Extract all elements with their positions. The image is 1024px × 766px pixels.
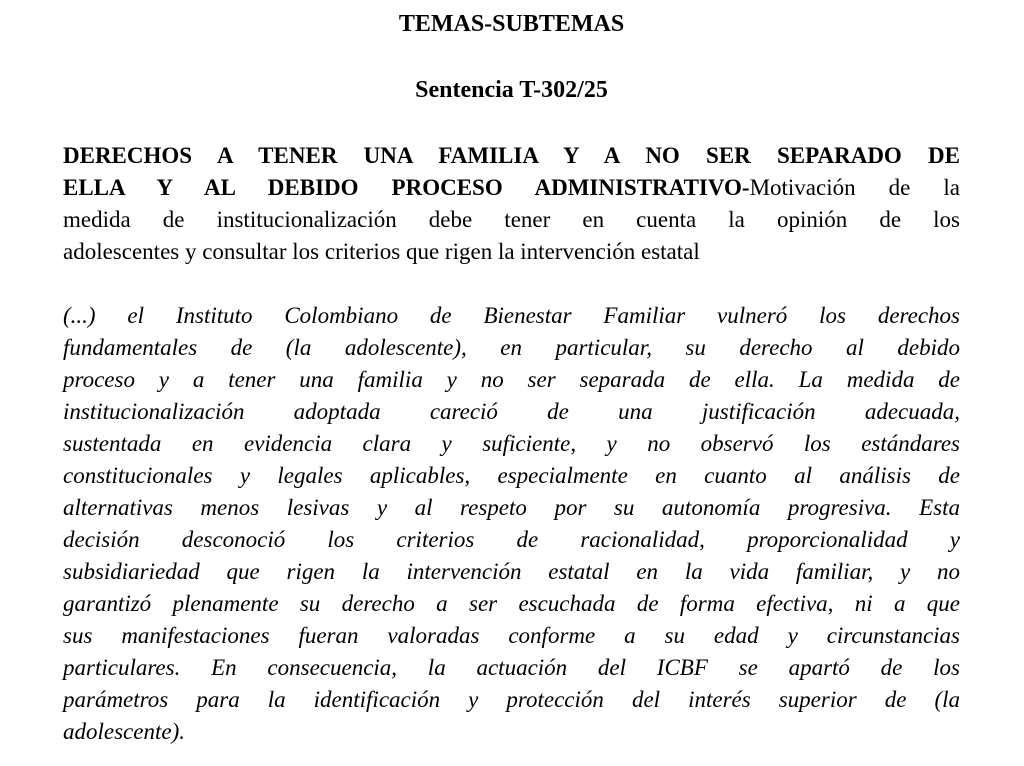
text-line: particulares. En consecuencia, la actuación del ICBF se apartó de los: [63, 655, 960, 680]
text-line: decisión desconoció los criterios de racionalidad, proporcionalidad y: [63, 527, 960, 552]
text-line: adolescentes y consultar los criterios que rigen la intervención estatal: [63, 239, 700, 264]
text-line: sustentada en evidencia clara y suficiente, y no observó los estándares: [63, 431, 960, 456]
text-line: alternativas menos lesivas y al respeto por su autonomía progresiva. Esta: [63, 495, 960, 520]
text-line: ELLA Y AL DEBIDO PROCESO ADMINISTRATIVO-Motivación de la: [63, 175, 960, 200]
text-line: sus manifestaciones fueran valoradas conforme a su edad y circunstancias: [63, 623, 960, 648]
text-line: parámetros para la identificación y protección del interés superior de (la: [63, 687, 960, 712]
case-title: Sentencia T-302/25: [415, 77, 608, 103]
text-line: garantizó plenamente su derecho a ser escuchada de forma efectiva, ni a que: [63, 591, 960, 616]
text-line: constitucionales y legales aplicables, especialmente en cuanto al análisis de: [63, 463, 960, 488]
text-line: institucionalización adoptada careció de una justificación adecuada,: [63, 399, 960, 424]
text-line: fundamentales de (la adolescente), en particular, su derecho al debido: [63, 335, 960, 360]
text-line: subsidiariedad que rigen la intervención estatal en la vida familiar, y no: [63, 559, 960, 584]
text-line: medida de institucionalización debe tener en cuenta la opinión de los: [63, 207, 960, 232]
text-line: DERECHOS A TENER UNA FAMILIA Y A NO SER SEPARADO DE: [63, 143, 960, 168]
text-line: adolescente).: [63, 719, 185, 744]
text-line: proceso y a tener una familia y no ser separada de ella. La medida de: [63, 367, 960, 392]
heading-paragraph: [63, 140, 960, 268]
document-title: TEMAS-SUBTEMAS: [398, 11, 625, 37]
body-paragraph: [63, 300, 960, 748]
text-line: (...) el Instituto Colombiano de Bienestar Familiar vulneró los derechos: [63, 303, 960, 328]
